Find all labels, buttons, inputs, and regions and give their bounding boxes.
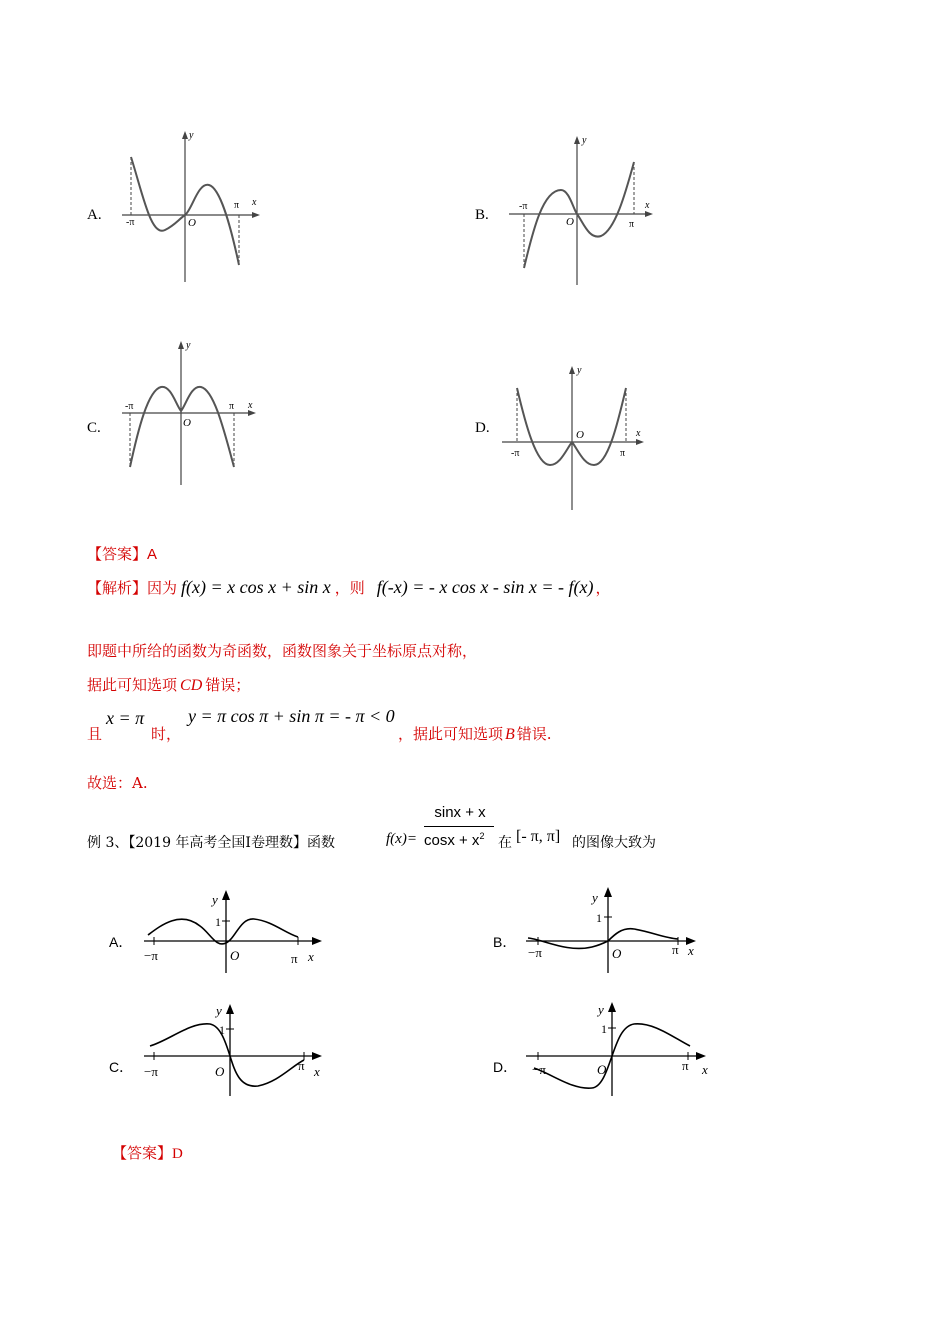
line-cd-wrong bbox=[87, 674, 250, 695]
pi-label: π bbox=[229, 401, 235, 412]
option-c-label: C. bbox=[87, 420, 101, 436]
x-axis-label: x bbox=[636, 428, 641, 439]
origin-label: O bbox=[230, 948, 240, 963]
line-odd-function: 即题中所给的函数为奇函数，函数图象关于坐标原点对称， bbox=[87, 642, 478, 660]
example3-in: 在 bbox=[498, 835, 512, 851]
origin-label: O bbox=[612, 946, 622, 961]
graph-ex2-d bbox=[498, 360, 658, 515]
example3-suffix: 的图像大致为 bbox=[572, 835, 656, 851]
y-axis-label: y bbox=[216, 1003, 222, 1018]
option-d-label: D. bbox=[475, 420, 490, 436]
analysis-tag: 【解析】 bbox=[87, 579, 148, 597]
y-axis-label: y bbox=[212, 892, 218, 907]
ex3-option-b-label: B． bbox=[493, 934, 517, 950]
y-axis-label: y bbox=[186, 340, 191, 351]
graph-ex2-c bbox=[118, 335, 268, 490]
cd-prefix: 据此可知选项 bbox=[87, 676, 178, 694]
and-char: 且 bbox=[87, 725, 103, 743]
pi-label: π bbox=[234, 200, 240, 211]
neg-pi-label: -π bbox=[126, 217, 135, 228]
x-axis-label: x bbox=[252, 197, 257, 208]
graph-ex3-b bbox=[522, 885, 712, 975]
formula-y-value: y = π cos π + sin π = - π < 0 bbox=[188, 706, 395, 726]
origin-label: O bbox=[566, 216, 574, 228]
y-axis-label: y bbox=[577, 365, 582, 376]
origin-label: O bbox=[215, 1064, 225, 1079]
analysis-then: ，则 bbox=[334, 579, 365, 597]
ex3-option-c-label: C． bbox=[109, 1059, 134, 1075]
y-axis-label: y bbox=[189, 130, 194, 141]
one-label: 1 bbox=[601, 1022, 607, 1036]
option-b-label: B. bbox=[475, 207, 489, 223]
pi-label: π bbox=[291, 951, 298, 966]
fraction-numerator: sinx + x bbox=[434, 804, 486, 821]
cd-suffix: 错误； bbox=[205, 676, 251, 694]
conclusion-line: 故选：A. bbox=[87, 774, 148, 792]
answer-tag: 【答案】 bbox=[112, 1144, 173, 1162]
y-axis-label: y bbox=[598, 1002, 604, 1017]
origin-label: O bbox=[183, 417, 191, 429]
graph-ex3-c bbox=[140, 1000, 330, 1098]
origin-label: O bbox=[188, 217, 196, 229]
graph-ex2-b bbox=[505, 130, 665, 290]
x-axis-label: x bbox=[645, 200, 650, 211]
answer-line-ex2 bbox=[87, 543, 157, 564]
graph-ex3-a bbox=[140, 888, 330, 973]
ex3-option-d-label: D． bbox=[493, 1059, 518, 1075]
x-axis-label: x bbox=[702, 1062, 708, 1077]
denominator-base: cosx + x bbox=[424, 832, 480, 849]
fraction-denominator bbox=[424, 831, 484, 849]
neg-pi-label: −π bbox=[144, 948, 158, 963]
x-axis-label: x bbox=[314, 1064, 320, 1079]
neg-pi-label: −π bbox=[528, 945, 542, 960]
y-axis-label: y bbox=[592, 890, 598, 905]
formula-f-neg-x: f(-x) = - x cos x - sin x = - f(x) bbox=[376, 577, 594, 597]
pi-label: π bbox=[620, 448, 626, 459]
neg-pi-label: −π bbox=[532, 1062, 546, 1077]
example3-interval: [- π, π] bbox=[516, 828, 561, 845]
analysis-line bbox=[87, 577, 611, 598]
line-b-wrong bbox=[398, 723, 552, 744]
answer-value: A bbox=[147, 546, 158, 563]
one-label: 1 bbox=[215, 915, 221, 929]
analysis-comma: ， bbox=[595, 579, 611, 597]
graph-ex2-a bbox=[118, 125, 268, 285]
pi-label: π bbox=[682, 1058, 689, 1073]
pi-label: π bbox=[672, 942, 679, 957]
origin-label: O bbox=[576, 429, 584, 441]
one-label: 1 bbox=[219, 1023, 225, 1037]
graph-ex3-d bbox=[522, 998, 717, 1098]
answer-tag: 【答案】 bbox=[87, 545, 148, 563]
b-prefix: ，据此可知选项 bbox=[398, 725, 504, 743]
b-var: B bbox=[505, 726, 515, 743]
formula-x-pi: x = π bbox=[106, 708, 145, 728]
one-label: 1 bbox=[596, 911, 602, 925]
example3-fx: f(x)= bbox=[386, 831, 417, 847]
pi-label: π bbox=[629, 219, 635, 230]
neg-pi-label: -π bbox=[519, 201, 528, 212]
neg-pi-label: −π bbox=[144, 1064, 158, 1079]
analysis-because: 因为 bbox=[147, 579, 178, 597]
neg-pi-label: -π bbox=[511, 448, 520, 459]
answer-value: D bbox=[172, 1146, 183, 1162]
b-suffix: 错误. bbox=[516, 725, 552, 743]
when-text: 时， bbox=[151, 725, 182, 743]
y-axis-label: y bbox=[582, 135, 587, 146]
x-axis-label: x bbox=[688, 943, 694, 958]
pi-label: π bbox=[298, 1058, 305, 1073]
formula-f-x: f(x) = x cos x + sin x bbox=[181, 577, 331, 597]
answer-line-ex3 bbox=[112, 1142, 183, 1163]
cd-var: CD bbox=[180, 677, 203, 694]
neg-pi-label: -π bbox=[125, 401, 134, 412]
fraction-bar bbox=[424, 826, 494, 827]
option-a-label: A. bbox=[87, 207, 102, 223]
denominator-exponent: 2 bbox=[479, 831, 485, 841]
x-axis-label: x bbox=[248, 400, 253, 411]
x-axis-label: x bbox=[308, 949, 314, 964]
ex3-option-a-label: A． bbox=[109, 934, 133, 950]
origin-label: O bbox=[597, 1062, 607, 1077]
example3-prefix: 例 3、【2019 年高考全国Ⅰ卷理数】函数 bbox=[87, 835, 335, 851]
